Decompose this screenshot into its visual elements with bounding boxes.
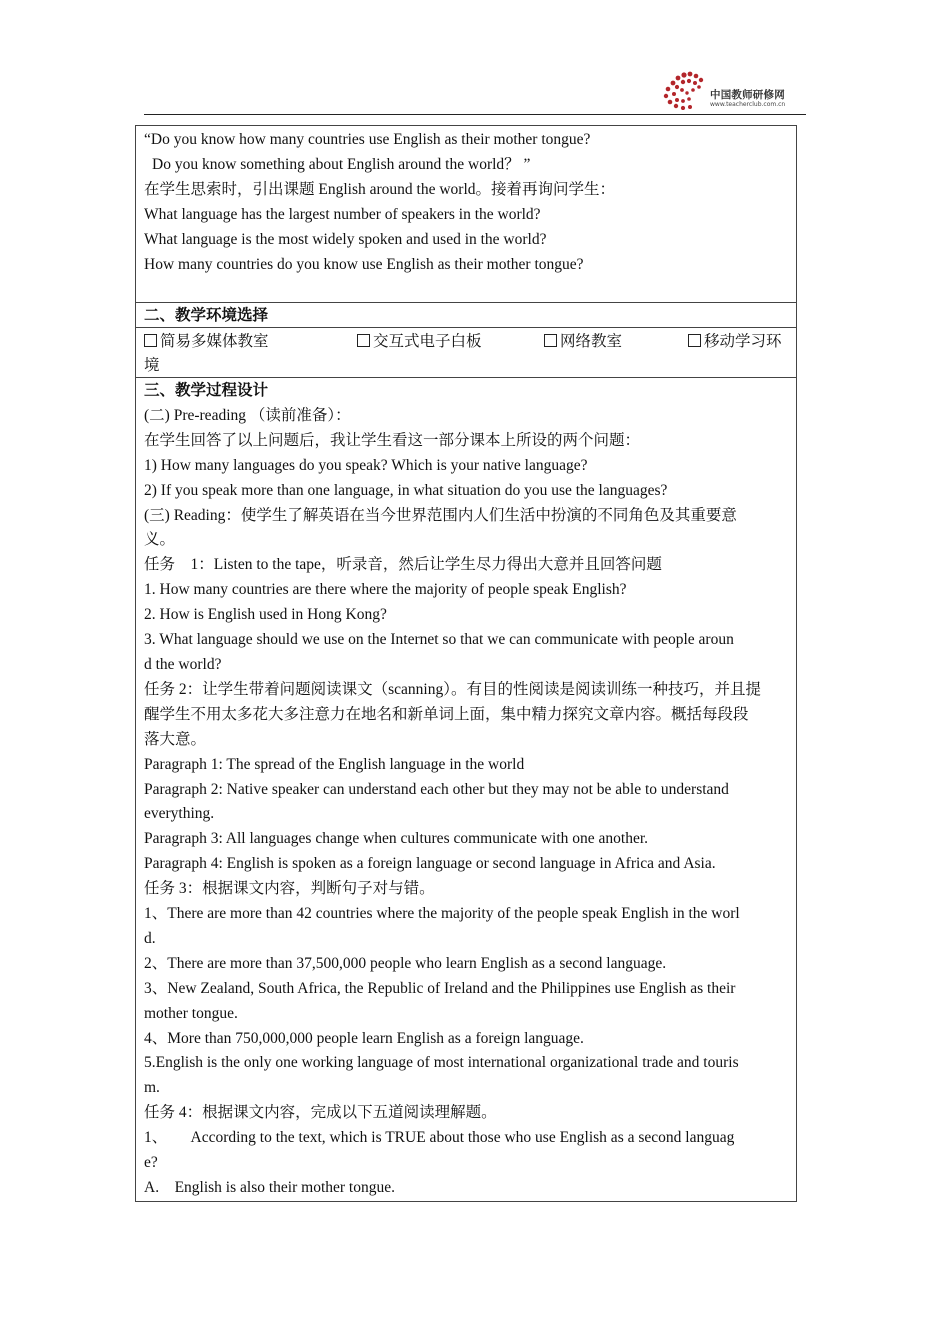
option-wrap-text: 境 — [144, 357, 160, 374]
process-line: (三) Reading：使学生了解英语在当今世界范围内人们生活中扮演的不同角色及其重要意 — [144, 506, 737, 524]
process-line: e? — [144, 1154, 158, 1172]
process-line: d the world? — [144, 655, 222, 673]
process-line: 1. How many countries are there where the majority of people speak English? — [144, 581, 627, 599]
process-line: 5.English is the only one working language of most international organizational trade and touris — [144, 1054, 739, 1072]
process-line: 落大意。 — [144, 730, 207, 748]
process-line: 任务 4：根据课文内容，完成以下五道阅读理解题。 — [144, 1104, 497, 1122]
intro-line: How many countries do you know use English as their mother tongue? — [144, 255, 584, 273]
intro-line: “Do you know how many countries use English as their mother tongue? — [144, 131, 591, 148]
process-line: 4、More than 750,000,000 people learn English as a foreign language. — [144, 1029, 584, 1047]
process-cell — [136, 377, 796, 1201]
process-line: 义。 — [144, 531, 176, 549]
option-interactive-whiteboard[interactable]: 交互式电子白板 — [357, 330, 482, 355]
process-heading: 三、教学过程设计 — [144, 382, 269, 399]
option-mobile-learning[interactable]: 移动学习环 — [688, 330, 782, 355]
process-line: 1) How many languages do you speak? Which is your native language? — [144, 456, 588, 474]
checkbox-icon[interactable] — [144, 334, 157, 347]
process-line: m. — [144, 1079, 160, 1097]
process-line: (二) Pre-reading （读前准备）： — [144, 406, 351, 424]
process-line: 2、There are more than 37,500,000 people who learn English as a second language. — [144, 954, 667, 972]
logo-flower-icon — [662, 70, 710, 110]
process-line: Paragraph 1: The spread of the English language in the world — [144, 755, 525, 773]
process-line: Paragraph 4: English is spoken as a foreign language or second language in Africa and Asia. — [144, 855, 716, 873]
site-logo — [662, 68, 802, 112]
logo-url: www.teacherclub.com.cn — [710, 101, 786, 108]
checkbox-icon[interactable] — [544, 334, 557, 347]
lesson-plan-table — [135, 125, 797, 1202]
intro-line: What language has the largest number of speakers in the world? — [144, 205, 541, 223]
process-line: mother tongue. — [144, 1004, 238, 1022]
intro-line: What language is the most widely spoken and used in the world? — [144, 230, 547, 248]
environment-options — [136, 327, 796, 377]
process-line: 1、There are more than 42 countries where the majority of the people speak English in the worl — [144, 905, 740, 923]
process-line: A. English is also their mother tongue. — [144, 1179, 395, 1196]
process-line: 1、 According to the text, which is TRUE about those who use English as a second languag — [144, 1129, 735, 1147]
process-line: 2. How is English used in Hong Kong? — [144, 606, 387, 624]
option-network-classroom[interactable]: 网络教室 — [544, 330, 622, 355]
process-line: 3. What language should we use on the Internet so that we can communicate with people aroun — [144, 631, 734, 649]
intro-cell — [136, 126, 796, 302]
process-line: 任务 3：根据课文内容，判断句子对与错。 — [144, 880, 435, 898]
intro-line: 在学生思索时，引出课题 English around the world。接着再询问学生： — [144, 180, 616, 198]
process-line: Paragraph 3: All languages change when cultures communicate with one another. — [144, 830, 649, 848]
process-line: 在学生回答了以上问题后，我让学生看这一部分课本上所设的两个问题： — [144, 431, 641, 449]
process-line: everything. — [144, 805, 215, 823]
header-divider — [144, 114, 806, 115]
process-line: 2) If you speak more than one language, in what situation do you use the languages? — [144, 481, 668, 499]
environment-heading: 二、教学环境选择 — [136, 302, 796, 327]
checkbox-icon[interactable] — [357, 334, 370, 347]
process-line: d. — [144, 929, 156, 947]
checkbox-icon[interactable] — [688, 334, 701, 347]
process-line: 任务 1：Listen to the tape，听录音，然后让学生尽力得出大意并且回答问题 — [144, 556, 662, 574]
process-line: 任务 2：让学生带着问题阅读课文（scanning）。有目的性阅读是阅读训练一种技巧，并且提 — [144, 680, 761, 698]
logo-name: 中国教师研修网 — [710, 89, 785, 101]
process-line: 醒学生不用太多花大多注意力在地名和新单词上面，集中精力探究文章内容。概括每段段 — [144, 705, 749, 723]
process-line: Paragraph 2: Native speaker can understand each other but they may not be able to understand — [144, 780, 729, 798]
intro-line: Do you know something about English around the world？ ” — [152, 155, 531, 173]
option-simple-multimedia[interactable]: 简易多媒体教室 — [144, 330, 269, 355]
process-line: 3、New Zealand, South Africa, the Republic of Ireland and the Philippines use English as their — [144, 979, 736, 997]
